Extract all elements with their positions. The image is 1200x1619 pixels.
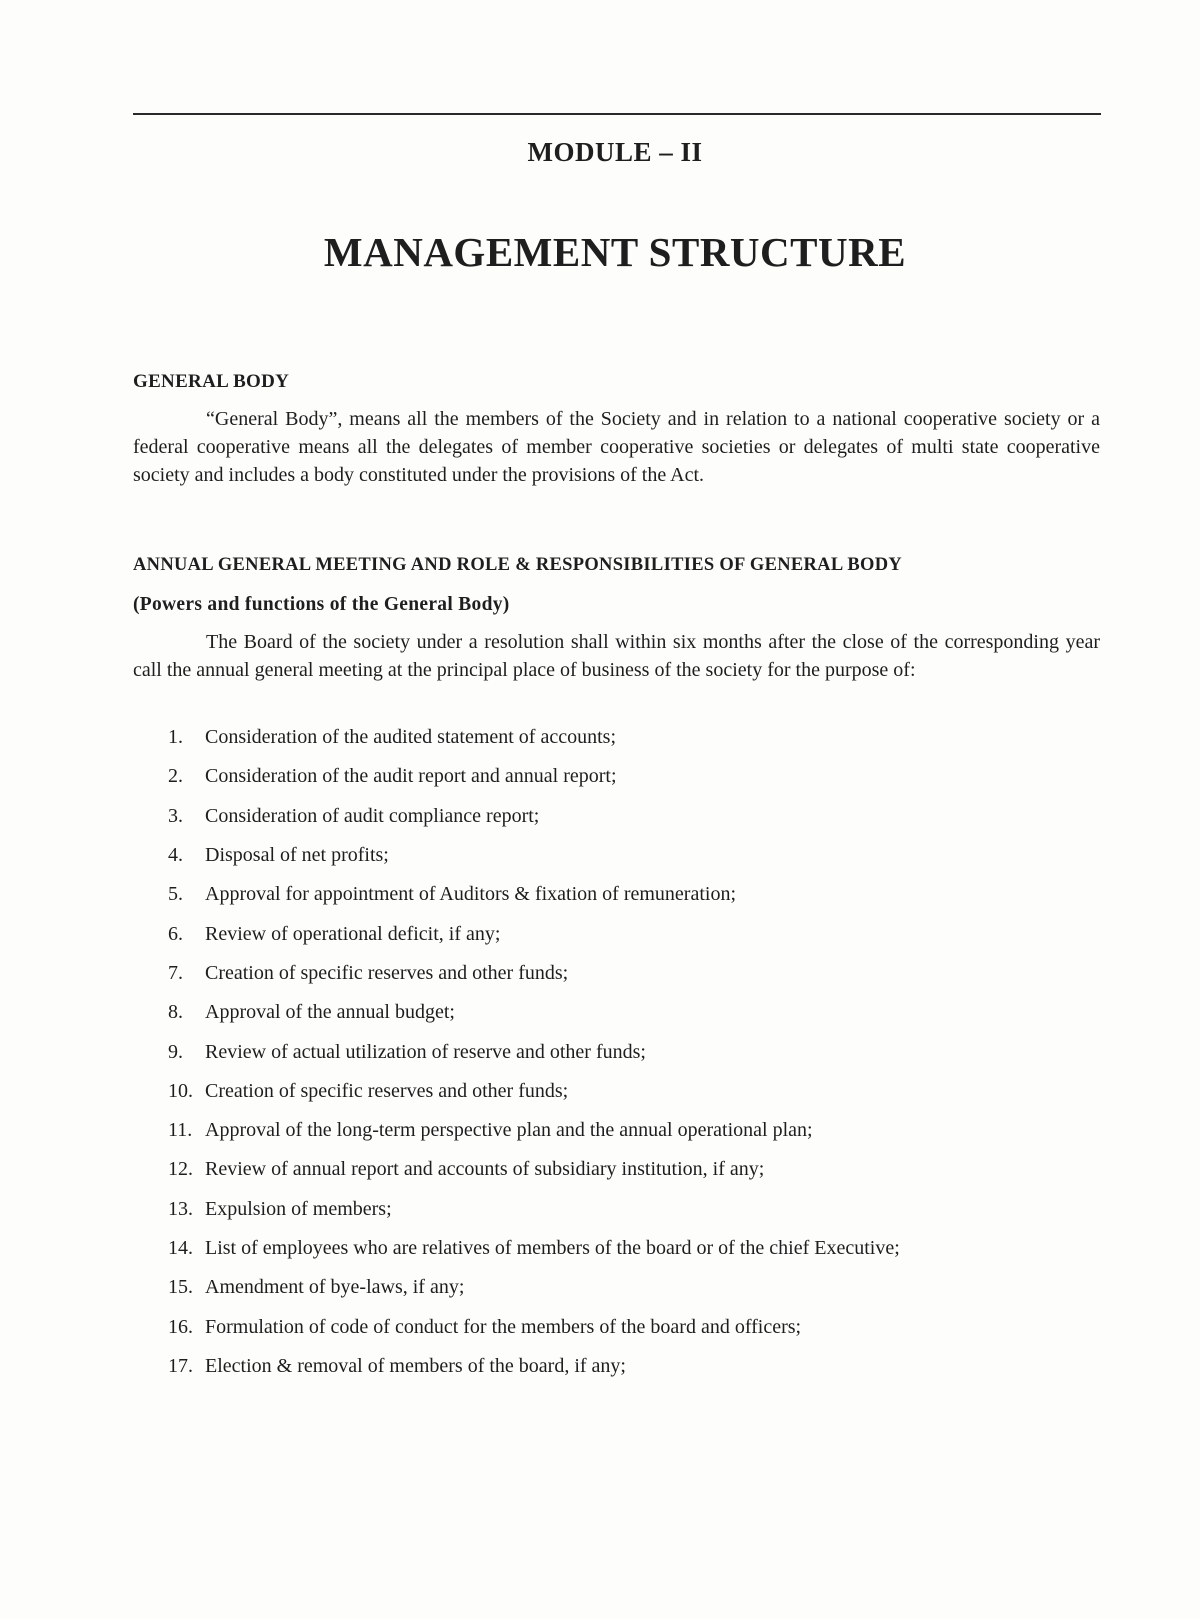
list-item-text: Review of actual utilization of reserve and other funds; [205, 1040, 646, 1063]
list-item [168, 718, 1088, 757]
list-item [168, 1111, 1088, 1150]
list-item-number: 10. [168, 1079, 193, 1102]
list-item-text: Expulsion of members; [205, 1197, 392, 1220]
list-item [168, 1268, 1088, 1307]
list-item [168, 757, 1088, 796]
list-item-text: Approval of the long-term perspective plan and the annual operational plan; [205, 1119, 813, 1142]
module-number: MODULE – II [527, 137, 703, 167]
list-item-number: 2. [168, 765, 183, 788]
list-item-text: Formulation of code of conduct for the members of the board and officers; [205, 1315, 802, 1338]
list-item [168, 1307, 1088, 1346]
list-item-number: 14. [168, 1237, 193, 1259]
list-item-text: Disposal of net profits; [205, 844, 389, 867]
agm-heading: ANNUAL GENERAL MEETING AND ROLE & RESPONSIBILITIES OF GENERAL BODY [133, 555, 903, 575]
general-body-definition: “General Body”, means all the members of the Society and in relation to a national cooperative society or a federal cooperative means all the delegates of member cooperative societies or delegates of multi state cooperative society and includes a body constituted under the provisions of the Act. [133, 408, 1100, 486]
general-body-heading: GENERAL BODY [133, 371, 290, 392]
list-item-number: 13. [168, 1197, 193, 1220]
list-item [168, 1072, 1088, 1111]
list-item-text: Creation of specific reserves and other funds; [205, 1079, 569, 1102]
list-item-text: Consideration of the audit report and annual report; [205, 765, 617, 788]
list-item [168, 875, 1088, 914]
list-item [168, 954, 1088, 993]
list-item-number: 9. [168, 1040, 183, 1063]
list-item [168, 836, 1088, 875]
agm-intro: The Board of the society under a resolution shall within six months after the close of the corresponding year call the annual general meeting at the principal place of business of the society for the purpose of: [133, 631, 1100, 681]
list-item-number: 3. [168, 804, 183, 827]
list-item-text: Election & removal of members of the board, if any; [205, 1354, 626, 1377]
list-item-text: Review of operational deficit, if any; [205, 922, 501, 945]
list-item [168, 1229, 1088, 1268]
list-item [168, 1190, 1088, 1229]
module-title: MANAGEMENT STRUCTURE [323, 229, 907, 275]
list-item-text: Consideration of audit compliance report; [205, 804, 540, 827]
list-item-number: 15. [168, 1276, 193, 1299]
list-item-text: List of employees who are relatives of members of the board or of the chief Executive; [205, 1237, 900, 1259]
list-item-number: 1. [168, 726, 183, 749]
list-item [168, 1150, 1088, 1189]
agm-subheading: (Powers and functions of the General Body) [133, 594, 510, 615]
list-item-text: Amendment of bye-laws, if any; [205, 1276, 465, 1299]
list-item-number: 12. [168, 1158, 193, 1181]
list-item-number: 8. [168, 1001, 183, 1024]
agm-purposes-list [168, 718, 1088, 1386]
list-item-number: 17. [168, 1354, 193, 1377]
list-item-text: Consideration of the audited statement of accounts; [205, 726, 616, 749]
list-item-number: 16. [168, 1315, 193, 1338]
list-item-text: Creation of specific reserves and other funds; [205, 961, 569, 984]
list-item [168, 1347, 1088, 1386]
list-item-number: 4. [168, 844, 183, 867]
list-item-text: Approval of the annual budget; [205, 1001, 455, 1024]
list-item [168, 914, 1088, 953]
list-item-number: 11. [168, 1119, 193, 1142]
list-item-text: Review of annual report and accounts of subsidiary institution, if any; [205, 1158, 765, 1181]
list-item-text: Approval for appointment of Auditors & fixation of remuneration; [205, 883, 736, 906]
top-rule [133, 113, 1101, 115]
list-item [168, 1032, 1088, 1071]
list-item-number: 7. [168, 961, 183, 984]
list-item-number: 5. [168, 883, 183, 906]
list-item [168, 797, 1088, 836]
list-item [168, 993, 1088, 1032]
list-item-number: 6. [168, 922, 183, 945]
